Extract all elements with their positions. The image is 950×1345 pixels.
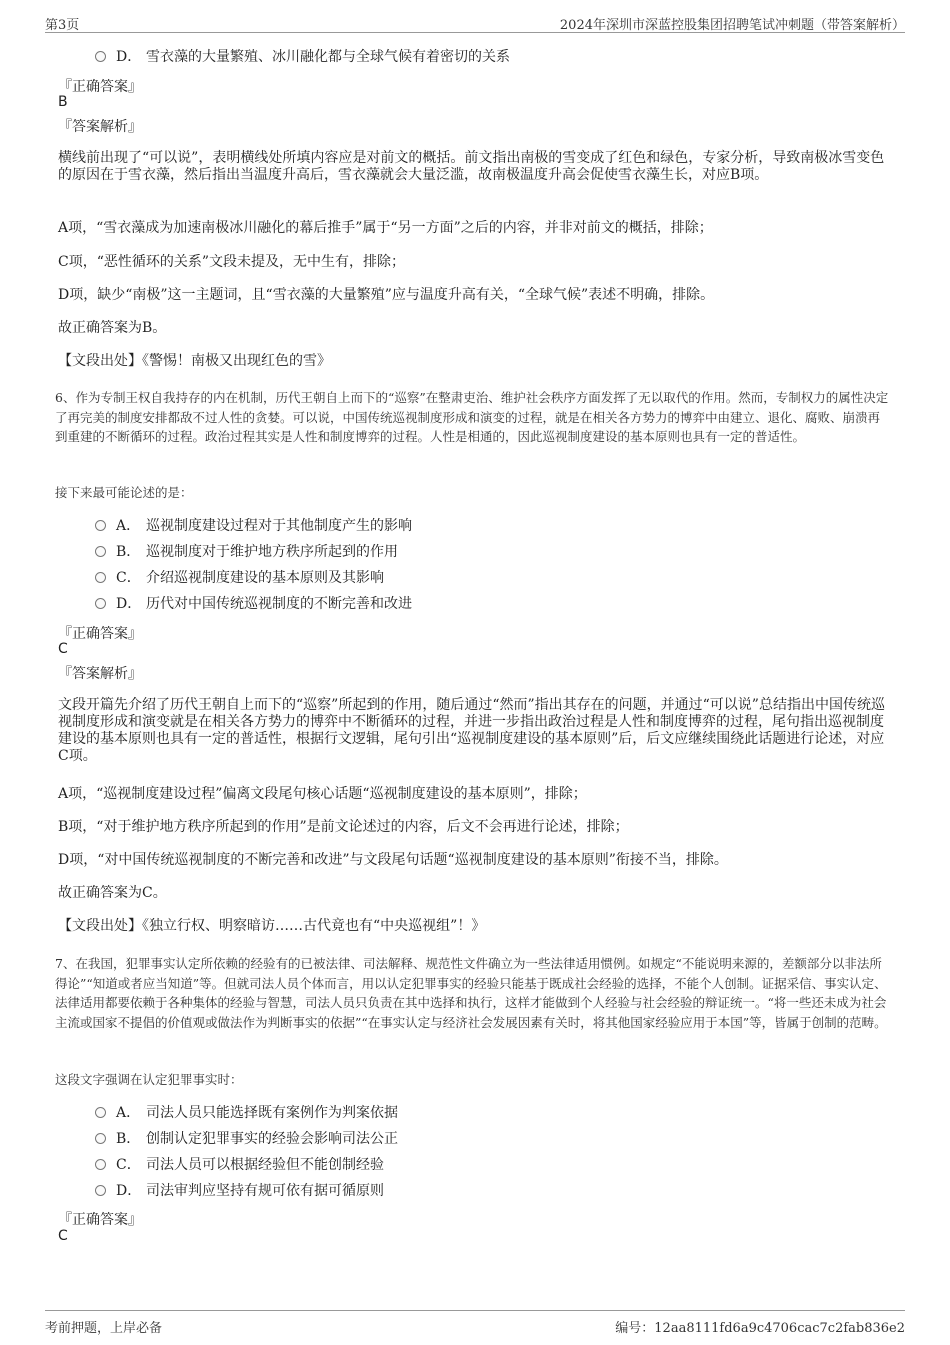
- correct-answer-label: 『正确答案』: [58, 1212, 142, 1228]
- page-number: 第3页: [45, 18, 80, 33]
- document-title: 2024年深圳市深蓝控股集团招聘笔试冲刺题（带答案解析）: [559, 18, 905, 33]
- q6-analysis-d: D项，“对中国传统巡视制度的不断完善和改进”与文段尾句话题“巡视制度建设的基本原则”衔接不当，排除。: [58, 852, 728, 868]
- page-footer: [45, 1310, 905, 1341]
- radio-icon[interactable]: [95, 598, 106, 609]
- radio-icon[interactable]: [95, 1185, 106, 1196]
- q6-answer: C: [58, 641, 68, 657]
- q7-text: 7、在我国，犯罪事实认定所依赖的经验有的已被法律、司法解释、规范性文件确立为一些法律适用惯例。如规定“不能说明来源的，差额部分以非法所得论”“知道或者应当知道”等。但就司法人员个体而言，用以认定犯罪事实的经验只能基于既成社会经验的选择，不能个人创制。证据采信、事实认定、法律适用都要依赖于各种集体的经验与智慧，司法人员只负责在其中选择和执行，这样才能做到个人经验与社会经验的辩证统一。“将一些还未成为社会主流或国家不提倡的价值观或做法作为判断事实的依据”“在事实认定与经济社会发展因素有关时，将其他国家经验应用于本国”等，皆属于创制的范畴。: [55, 956, 887, 1030]
- radio-icon[interactable]: [95, 1107, 106, 1118]
- q5-answer: B: [58, 94, 68, 110]
- radio-icon[interactable]: [95, 546, 106, 557]
- q6-stem: 接下来最可能论述的是：: [55, 485, 193, 500]
- q6-option-b[interactable]: B． 巡视制度对于维护地方秩序所起到的作用: [95, 542, 398, 562]
- radio-icon[interactable]: [95, 572, 106, 583]
- radio-icon[interactable]: [95, 1159, 106, 1170]
- q6-analysis-a: A项，“巡视制度建设过程”偏离文段尾句核心话题“巡视制度建设的基本原则”，排除；: [58, 786, 587, 802]
- q6-text: 6、作为专制王权自我持存的内在机制，历代王朝自上而下的“巡察”在整肃吏治、维护社会秩序方面发挥了无以取代的作用。然而，专制权力的属性决定了再完美的制度安排都敌不过人性的贪婪。可以说，中国传统巡视制度形成和演变的过程，就是在相关各方势力的博弈中由建立、退化、腐败、崩溃再到重建的不断循环的过程。政治过程其实是人性和制度博弈的过程。人性是相通的，因此巡视制度建设的基本原则也具有一定的普适性。: [55, 390, 889, 444]
- q7-option-a[interactable]: A． 司法人员只能选择既有案例作为判案依据: [95, 1103, 398, 1123]
- q7-answer: C: [58, 1228, 68, 1244]
- correct-answer-label: 『正确答案』: [58, 79, 142, 95]
- q5-analysis-a: A项，“雪衣藻成为加速南极冰川融化的幕后推手”属于“另一方面”之后的内容，并非对前文的概括，排除；: [58, 220, 713, 236]
- correct-answer-label: 『正确答案』: [58, 626, 142, 642]
- q7-option-c[interactable]: C． 司法人员可以根据经验但不能创制经验: [95, 1155, 384, 1175]
- q7-option-b[interactable]: B． 创制认定犯罪事实的经验会影响司法公正: [95, 1129, 398, 1149]
- q6-source: 【文段出处】《独立行权、明察暗访……古代竟也有“中央巡视组”！》: [58, 918, 486, 934]
- q6-option-a[interactable]: A． 巡视制度建设过程对于其他制度产生的影响: [95, 516, 412, 536]
- radio-icon[interactable]: [95, 520, 106, 531]
- radio-icon[interactable]: [95, 1133, 106, 1144]
- analysis-label: 『答案解析』: [58, 119, 142, 135]
- q6-option-c[interactable]: C． 介绍巡视制度建设的基本原则及其影响: [95, 568, 384, 588]
- q6-conclusion: 故正确答案为C。: [58, 885, 167, 901]
- q5-analysis-d: D项，缺少“南极”这一主题词，且“雪衣藻的大量繁殖”应与温度升高有关，“全球气候”表述不明确，排除。: [58, 287, 715, 303]
- footer-slogan: 考前押题，上岸必备: [45, 1321, 163, 1336]
- q6-option-d[interactable]: D． 历代对中国传统巡视制度的不断完善和改进: [95, 594, 412, 614]
- analysis-label: 『答案解析』: [58, 666, 142, 682]
- q7-stem: 这段文字强调在认定犯罪事实时：: [55, 1072, 243, 1087]
- document-code: 编号：12aa8111fd6a9c4706cac7c2fab836e2: [615, 1321, 905, 1336]
- q5-conclusion: 故正确答案为B。: [58, 320, 167, 336]
- q5-analysis-main: 横线前出现了“可以说”，表明横线处所填内容应是对前文的概括。前文指出南极的雪变成了红色和绿色，专家分析，导致南极冰雪变色的原因在于雪衣藻，然后指出当温度升高后，雪衣藻就会大量泛滥，故南极温度升高会促使雪衣藻生长，对应B项。: [58, 150, 885, 183]
- q5-analysis-c: C项，“恶性循环的关系”文段未提及，无中生有，排除；: [58, 254, 406, 270]
- q5-option-d[interactable]: D． 雪衣藻的大量繁殖、冰川融化都与全球气候有着密切的关系: [95, 47, 510, 67]
- radio-icon[interactable]: [95, 51, 106, 62]
- q6-analysis-b: B项，“对于维护地方秩序所起到的作用”是前文论述过的内容，后文不会再进行论述，排除；: [58, 819, 629, 835]
- q6-analysis-main: 文段开篇先介绍了历代王朝自上而下的“巡察”所起到的作用，随后通过“然而”指出其存在的问题，并通过“可以说”总结指出中国传统巡视制度形成和演变就是在相关各方势力的博弈中不断循环的过程，并进一步指出政治过程是人性和制度博弈的过程，尾句指出巡视制度建设的基本原则也具有一定的普适性，根据行文逻辑，尾句引出“巡视制度建设的基本原则”后，后文应继续围绕此话题进行论述，对应C项。: [58, 697, 885, 764]
- q7-option-d[interactable]: D． 司法审判应坚持有规可依有据可循原则: [95, 1181, 384, 1201]
- q5-source: 【文段出处】《警惕！南极又出现红色的雪》: [58, 353, 331, 369]
- page-header: [45, 12, 905, 33]
